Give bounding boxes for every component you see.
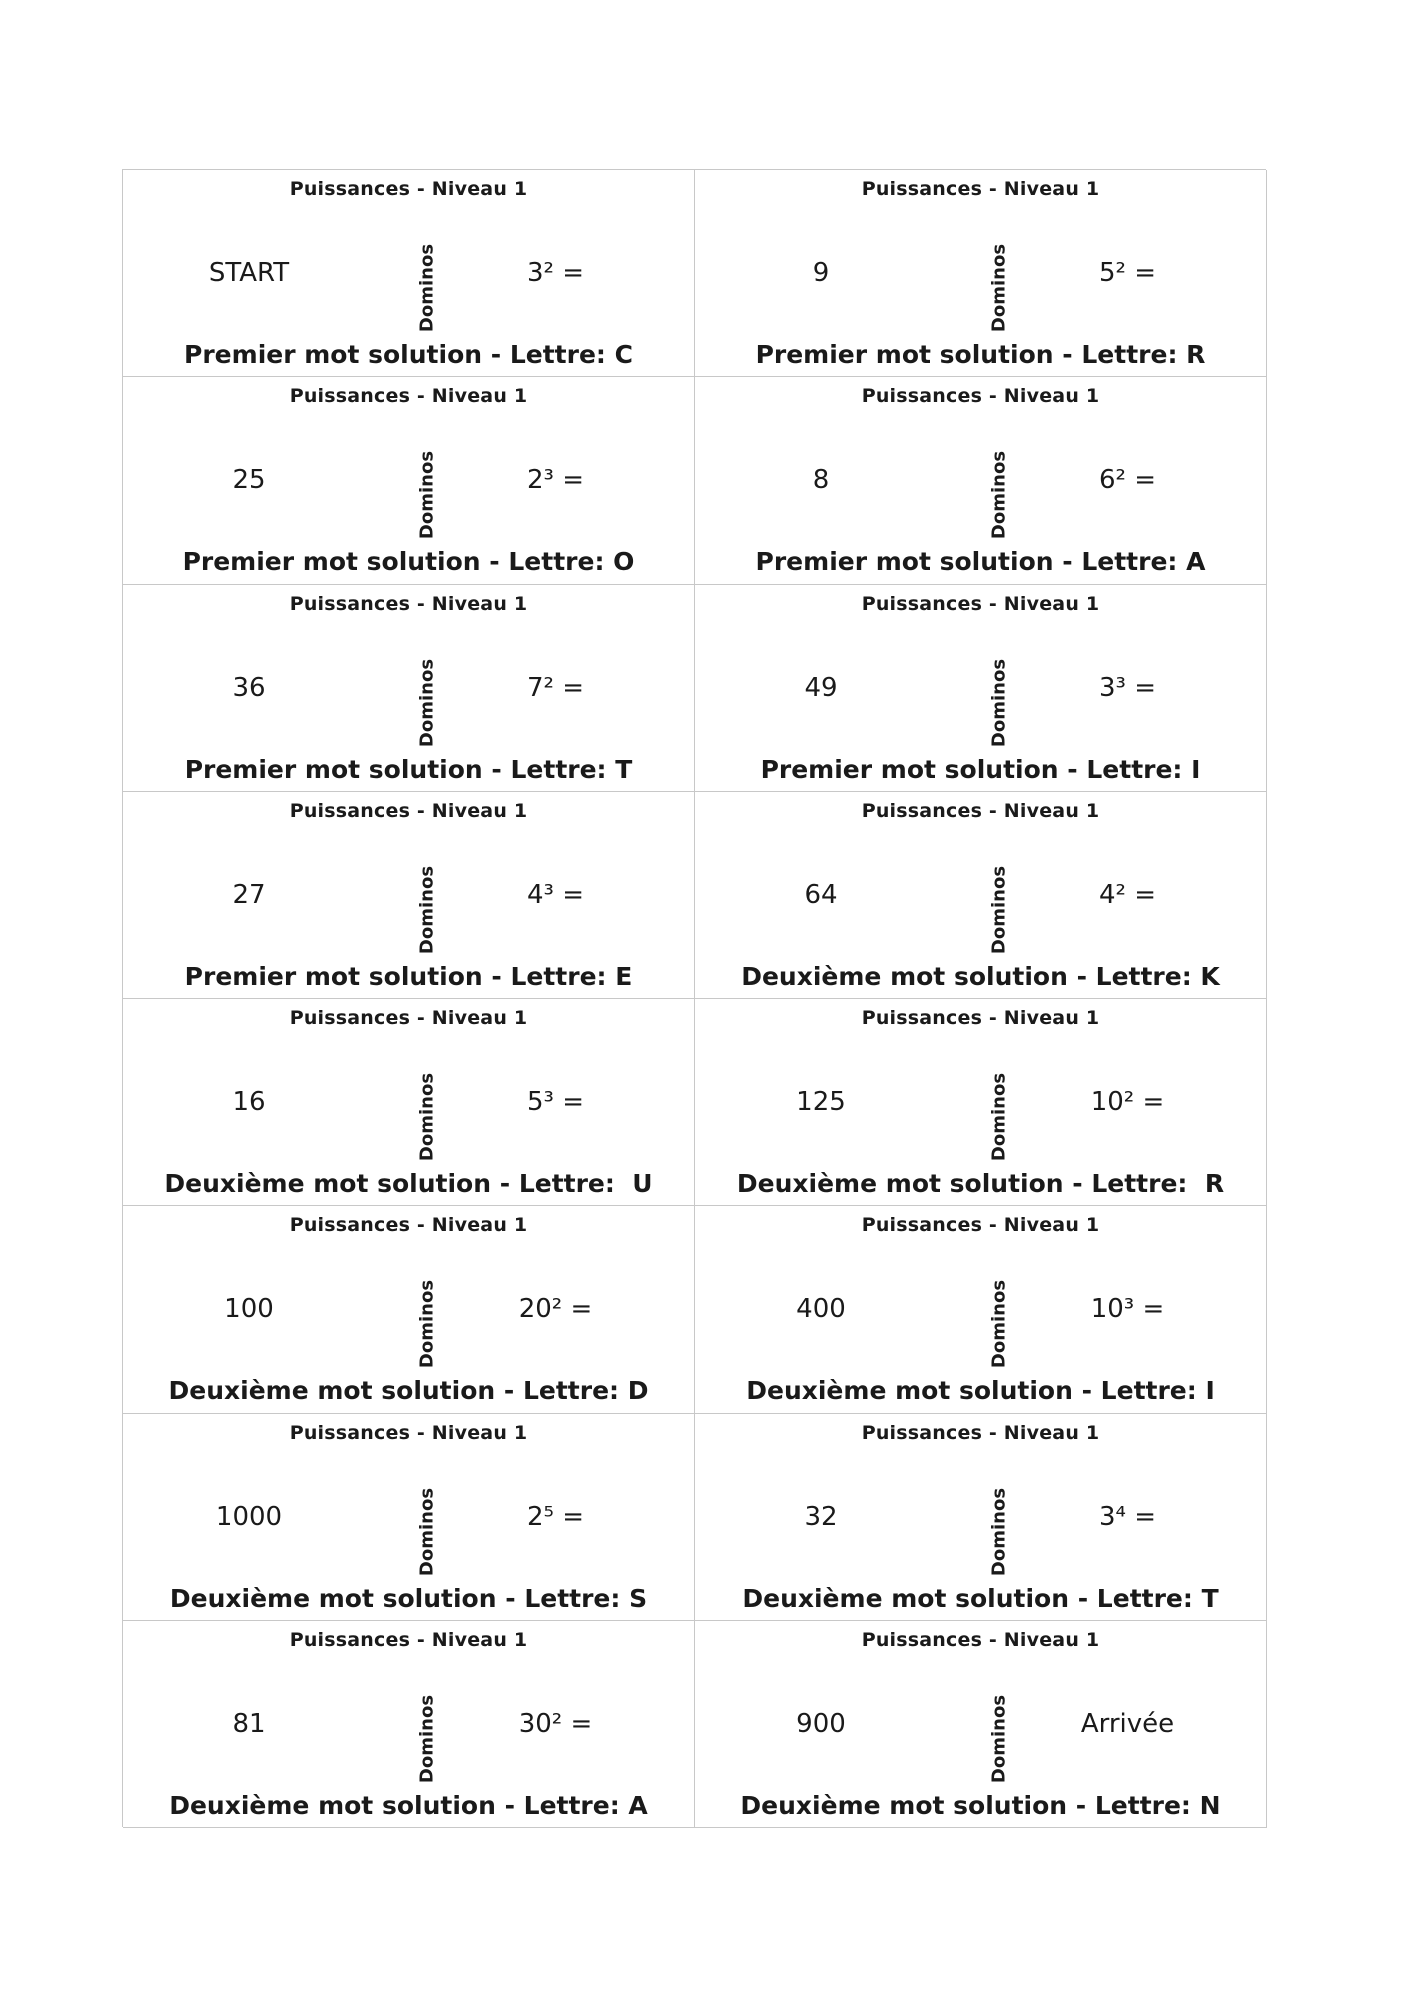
answer-value: 400 [796,1294,846,1325]
domino-card [695,1621,1267,1828]
answer-value: START [208,258,290,288]
power-question: 10² = [1090,1087,1165,1117]
answer-value: 25 [232,465,266,496]
card-header: Puissances - Niveau 1 [289,1421,528,1444]
answer-value: 64 [804,879,838,910]
answer-value: 100 [224,1294,274,1325]
card-header: Puissances - Niveau 1 [289,799,528,822]
power-question: Arrivée [1080,1708,1175,1739]
domino-label: Dominos [988,865,1010,954]
card-header: Puissances - Niveau 1 [289,1214,528,1237]
card-header: Puissances - Niveau 1 [289,1628,528,1651]
solution-letter-clue: Premier mot solution - Lettre: T [184,754,633,784]
domino-card [695,377,1267,584]
domino-label: Dominos [988,1694,1010,1783]
solution-letter-clue: Deuxième mot solution - Lettre: R [736,1169,1225,1198]
domino-card [695,792,1267,999]
domino-label: Dominos [416,1694,438,1783]
answer-value: 1000 [215,1501,283,1532]
domino-label: Dominos [988,1072,1010,1162]
power-question: 3² = [526,258,584,288]
card-header: Puissances - Niveau 1 [861,1421,1100,1444]
power-question: 2⁵ = [526,1501,584,1532]
answer-value: 36 [232,672,266,703]
power-question: 5² = [1098,258,1156,288]
power-question: 4² = [1098,879,1156,910]
solution-letter-clue: Premier mot solution - Lettre: C [184,340,633,369]
card-header: Puissances - Niveau 1 [861,799,1100,822]
solution-letter-clue: Deuxième mot solution - Lettre: U [164,1169,653,1198]
solution-letter-clue: Deuxième mot solution - Lettre: D [168,1376,649,1406]
domino-card-sheet [122,169,1266,1827]
solution-letter-clue: Deuxième mot solution - Lettre: N [740,1790,1221,1820]
domino-label: Dominos [416,1072,438,1162]
domino-card [123,1621,695,1828]
domino-card [695,999,1267,1206]
domino-card [695,1206,1267,1413]
domino-label: Dominos [988,451,1010,540]
power-question: 3⁴ = [1098,1501,1156,1532]
solution-letter-clue: Premier mot solution - Lettre: A [755,547,1206,577]
domino-card [123,1414,695,1621]
card-header: Puissances - Niveau 1 [861,1007,1100,1029]
solution-letter-clue: Premier mot solution - Lettre: I [760,754,1201,784]
solution-letter-clue: Premier mot solution - Lettre: O [182,547,635,577]
solution-letter-clue: Premier mot solution - Lettre: E [184,961,633,991]
domino-card [123,1206,695,1413]
card-header: Puissances - Niveau 1 [289,592,528,615]
card-header: Puissances - Niveau 1 [861,178,1100,200]
domino-card [695,1414,1267,1621]
answer-value: 8 [812,465,830,496]
answer-value: 27 [232,879,266,910]
domino-label: Dominos [988,1487,1010,1576]
domino-card [123,999,695,1206]
answer-value: 81 [232,1708,266,1739]
domino-card [123,792,695,999]
solution-letter-clue: Premier mot solution - Lettre: R [755,340,1206,369]
power-question: 20² = [518,1294,593,1325]
power-question: 2³ = [526,465,584,496]
domino-label: Dominos [416,1280,438,1369]
solution-letter-clue: Deuxième mot solution - Lettre: K [741,961,1220,991]
solution-letter-clue: Deuxième mot solution - Lettre: I [746,1376,1215,1406]
domino-label: Dominos [416,1487,438,1576]
answer-value: 32 [804,1501,838,1532]
answer-value: 900 [796,1708,846,1739]
domino-label: Dominos [416,865,438,954]
answer-value: 49 [804,672,838,703]
answer-value: 125 [796,1087,846,1117]
domino-card [123,170,695,377]
power-question: 4³ = [526,879,584,910]
domino-card [123,585,695,792]
card-header: Puissances - Niveau 1 [861,385,1100,408]
power-question: 6² = [1098,465,1156,496]
domino-label: Dominos [416,243,438,333]
answer-value: 16 [232,1087,266,1117]
card-header: Puissances - Niveau 1 [861,1628,1100,1651]
power-question: 10³ = [1090,1294,1165,1325]
domino-card [695,170,1267,377]
card-header: Puissances - Niveau 1 [289,178,528,200]
domino-card [123,377,695,584]
domino-label: Dominos [988,243,1010,333]
domino-label: Dominos [416,451,438,540]
power-question: 3³ = [1098,672,1156,703]
card-header: Puissances - Niveau 1 [289,1007,528,1029]
domino-label: Dominos [988,1280,1010,1369]
solution-letter-clue: Deuxième mot solution - Lettre: A [169,1790,648,1820]
card-header: Puissances - Niveau 1 [289,385,528,408]
card-header: Puissances - Niveau 1 [861,1214,1100,1237]
domino-card [695,585,1267,792]
solution-letter-clue: Deuxième mot solution - Lettre: T [742,1583,1219,1613]
power-question: 30² = [518,1708,593,1739]
domino-label: Dominos [988,658,1010,747]
card-header: Puissances - Niveau 1 [861,592,1100,615]
solution-letter-clue: Deuxième mot solution - Lettre: S [169,1583,648,1613]
power-question: 5³ = [526,1087,584,1117]
power-question: 7² = [526,672,584,703]
answer-value: 9 [812,258,830,288]
domino-label: Dominos [416,658,438,747]
